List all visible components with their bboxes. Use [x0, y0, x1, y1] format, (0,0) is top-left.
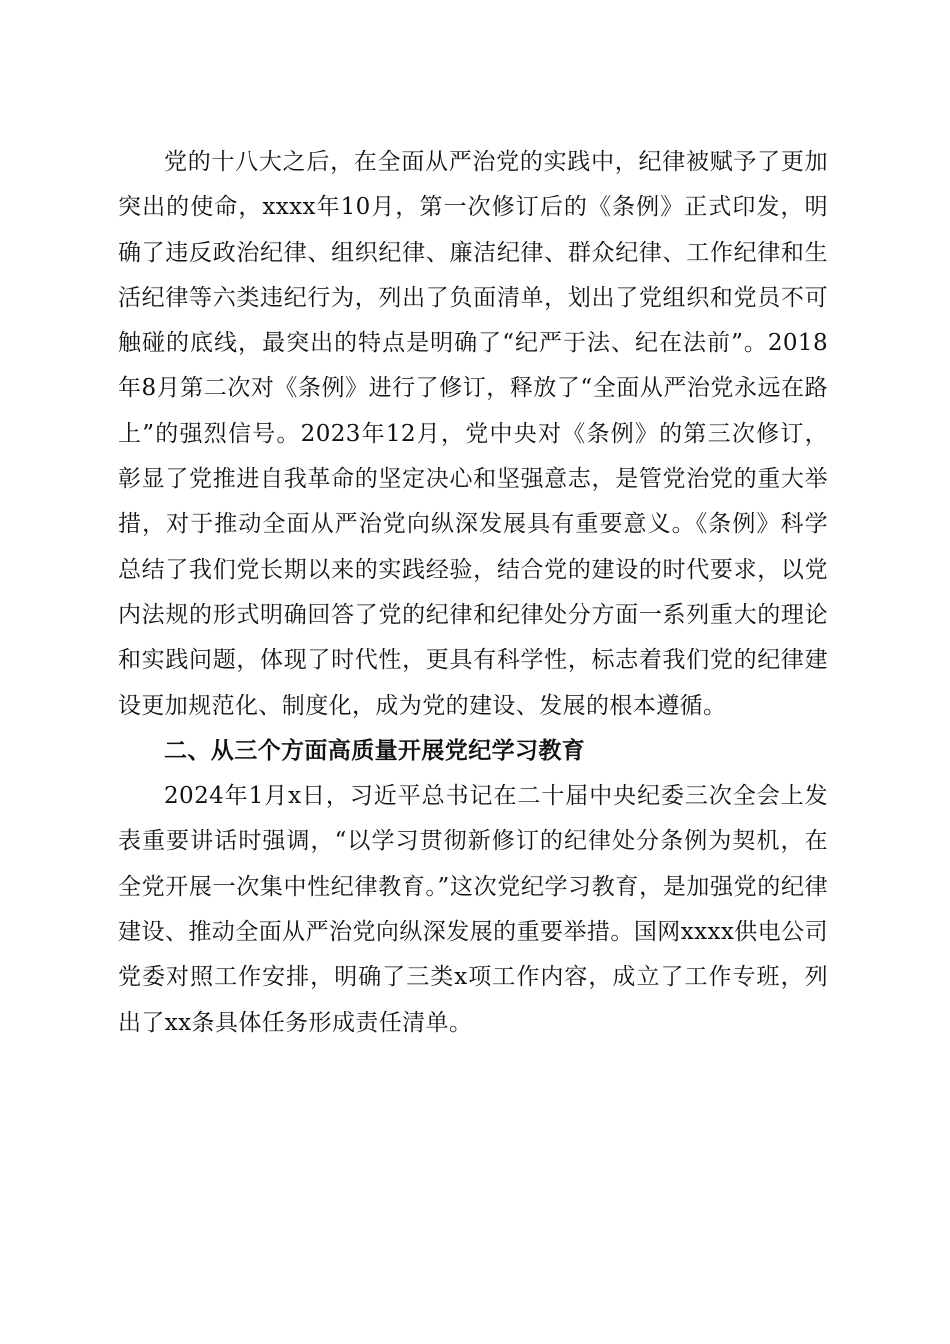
section-heading: 二、从三个方面高质量开展党纪学习教育 [164, 737, 586, 764]
body-paragraph: 2024年1月x日，习近平总书记在二十届中央纪委三次全会上发表重要讲话时强调，“以学习贯彻新修订的纪律处分条例为契机，在全党开展一次集中性纪律教育。”这次党纪学习教育，是加强党的纪律建设、推动全面从严治党向纵深发展的重要举措。国网xxxx供电公司党委对照工作安排，明确了三类x项工作内容，成立了工作专班，列出了xx条具体任务形成责任清单。 [118, 783, 828, 1036]
document-page [118, 140, 828, 1046]
body-paragraph: 党的十八大之后，在全面从严治党的实践中，纪律被赋予了更加突出的使命，xxxx年10月，第一次修订后的《条例》正式印发，明确了违反政治纪律、组织纪律、廉洁纪律、群众纪律、工作纪律和生活纪律等六类违纪行为，列出了负面清单，划出了党组织和党员不可触碰的底线，最突出的特点是明确了“纪严于法、纪在法前”。2018年8月第二次对《条例》进行了修订，释放了“全面从严治党永远在路上”的强烈信号。2023年12月，党中央对《条例》的第三次修订，彰显了党推进自我革命的坚定决心和坚强意志，是管党治党的重大举措，对于推动全面从严治党向纵深发展具有重要意义。《条例》科学总结了我们党长期以来的实践经验，结合党的建设的时代要求，以党内法规的形式明确回答了党的纪律和纪律处分方面一系列重大的理论和实践问题，体现了时代性，更具有科学性，标志着我们党的纪律建设更加规范化、制度化，成为党的建设、发展的根本遵循。 [118, 149, 828, 719]
